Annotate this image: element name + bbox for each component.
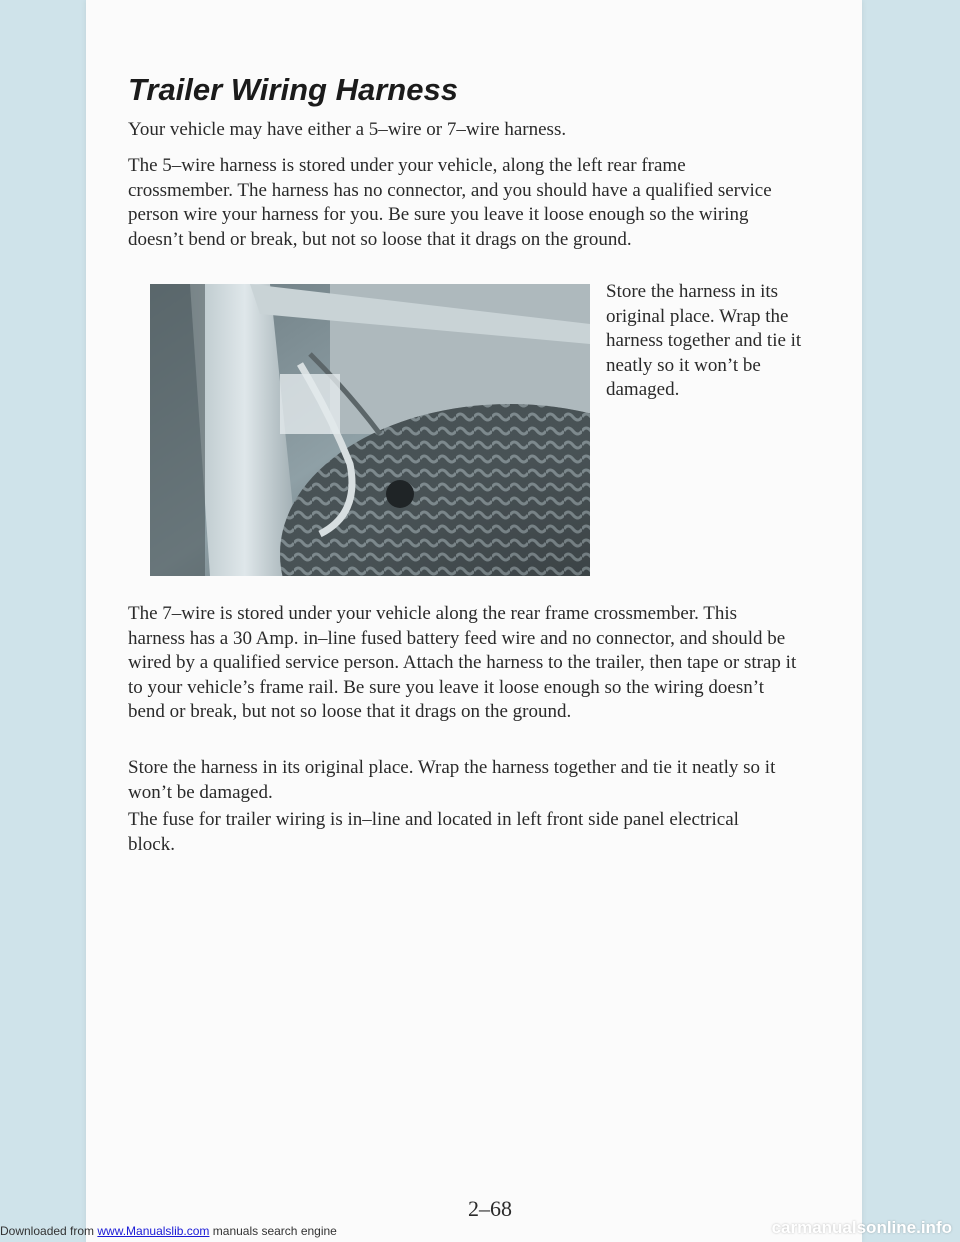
seven-wire-paragraph: The 7–wire is stored under your vehicle along the rear frame crossmember. This harness has a 30 Amp. in–line fused battery feed wire and no connector, and should be wired by a qualified service person. Attach the harness to the trailer, then tape or strap it to your vehicle’s frame rail. Be sure you leave it loose enough so the wiring doesn’t bend or break, but not so loose that it drags on the ground. xyxy=(128,603,797,722)
five-wire-paragraph: The 5–wire harness is stored under your vehicle, along the left rear frame crossmember. The harness has no connector, and you should have a qualified service person wire your harness for you. Be sure you leave it loose enough so the wiring doesn’t bend or break, but not so loose that it drags on the ground. xyxy=(128,155,772,250)
store-harness-sidebar-text: Store the harness in its original place. Wrap the harness together and tie it neatly so it won’t be damaged. xyxy=(606,281,802,400)
harness-photo xyxy=(150,284,590,576)
footer-suffix: manuals search engine xyxy=(209,1224,337,1238)
footer-prefix: Downloaded from xyxy=(0,1224,98,1238)
intro-paragraph: Your vehicle may have either a 5–wire or 7–wire harness. xyxy=(128,119,567,140)
page-title: Trailer Wiring Harness xyxy=(128,72,458,107)
fuse-paragraph: The fuse for trailer wiring is in–line and located in left front side panel electrical block. xyxy=(128,809,739,855)
download-footer xyxy=(0,1224,337,1238)
store-harness-paragraph: Store the harness in its original place. Wrap the harness together and tie it neatly so it won’t be damaged. xyxy=(128,757,776,803)
manualslib-link[interactable]: www.Manualslib.com xyxy=(97,1224,210,1238)
page-number: 2–68 xyxy=(468,1196,512,1221)
watermark: carmanualsonline.info xyxy=(771,1218,952,1237)
